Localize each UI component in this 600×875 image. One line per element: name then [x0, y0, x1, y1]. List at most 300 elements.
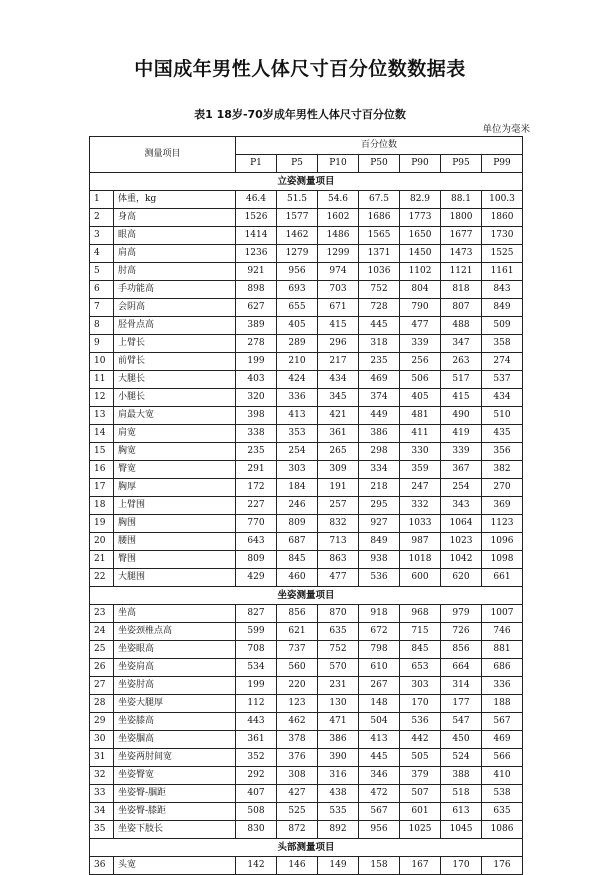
percentile-value: 713: [318, 533, 359, 551]
percentile-value: 218: [359, 479, 400, 497]
percentile-value: 413: [277, 407, 318, 425]
percentile-value: 661: [482, 569, 523, 587]
section-title: 坐姿测量项目: [90, 587, 523, 605]
percentile-value: 257: [318, 497, 359, 515]
row-number: 6: [90, 281, 114, 299]
row-number: 28: [90, 695, 114, 713]
percentile-value: 1018: [400, 551, 441, 569]
percentile-value: 184: [277, 479, 318, 497]
percentile-value: 332: [400, 497, 441, 515]
percentile-value: 845: [277, 551, 318, 569]
percentile-value: 987: [400, 533, 441, 551]
percentile-value: 405: [400, 389, 441, 407]
percentile-value: 620: [441, 569, 482, 587]
percentile-value: 849: [359, 533, 400, 551]
measurement-name: 腰围: [114, 533, 236, 551]
percentile-value: 809: [236, 551, 277, 569]
percentile-value: 347: [441, 335, 482, 353]
percentile-value: 339: [441, 443, 482, 461]
percentile-value: 303: [277, 461, 318, 479]
table-row: [90, 335, 523, 353]
percentile-value: 601: [400, 803, 441, 821]
percentile-value: 610: [359, 659, 400, 677]
row-number: 16: [90, 461, 114, 479]
percentile-value: 398: [236, 407, 277, 425]
percentile-value: 415: [318, 317, 359, 335]
percentile-value: 655: [277, 299, 318, 317]
percentile-value: 254: [277, 443, 318, 461]
percentile-value: 407: [236, 785, 277, 803]
percentile-value: 435: [482, 425, 523, 443]
measurement-name: 坐姿臀宽: [114, 767, 236, 785]
percentile-value: 560: [277, 659, 318, 677]
table-row: [90, 785, 523, 803]
percentile-value: 613: [441, 803, 482, 821]
percentile-value: 172: [236, 479, 277, 497]
percentile-value: 1414: [236, 227, 277, 245]
percentile-value: 968: [400, 605, 441, 623]
percentile-value: 334: [359, 461, 400, 479]
row-number: 15: [90, 443, 114, 461]
table-body: [90, 173, 523, 875]
percentile-value: 188: [482, 695, 523, 713]
percentile-value: 227: [236, 497, 277, 515]
percentile-value: 415: [441, 389, 482, 407]
percentile-value: 827: [236, 605, 277, 623]
table-row: [90, 281, 523, 299]
percentile-value: 809: [277, 515, 318, 533]
table-row: [90, 677, 523, 695]
percentile-value: 450: [441, 731, 482, 749]
measurement-name: 坐姿膝高: [114, 713, 236, 731]
percentile-value: 830: [236, 821, 277, 839]
percentile-value: 974: [318, 263, 359, 281]
row-number: 10: [90, 353, 114, 371]
percentile-value: 148: [359, 695, 400, 713]
percentile-value: 770: [236, 515, 277, 533]
measurement-name: 上臂围: [114, 497, 236, 515]
percentile-value: 369: [482, 497, 523, 515]
row-number: 4: [90, 245, 114, 263]
row-number: 5: [90, 263, 114, 281]
percentile-value: 469: [359, 371, 400, 389]
table-row: [90, 479, 523, 497]
percentile-value: 142: [236, 857, 277, 875]
percentile-value: 1161: [482, 263, 523, 281]
row-number: 8: [90, 317, 114, 335]
section-row: [90, 173, 523, 191]
percentile-value: 1565: [359, 227, 400, 245]
percentile-value: 424: [277, 371, 318, 389]
percentile-value: 386: [359, 425, 400, 443]
percentile-value: 1042: [441, 551, 482, 569]
percentile-value: 413: [359, 731, 400, 749]
measurement-name: 胸围: [114, 515, 236, 533]
row-number: 35: [90, 821, 114, 839]
percentile-value: 1279: [277, 245, 318, 263]
percentile-value: 818: [441, 281, 482, 299]
percentile-value: 330: [400, 443, 441, 461]
percentile-value: 566: [482, 749, 523, 767]
table-row: [90, 731, 523, 749]
table-row: [90, 461, 523, 479]
percentile-value: 1450: [400, 245, 441, 263]
percentile-value: 600: [400, 569, 441, 587]
percentile-value: 177: [441, 695, 482, 713]
percentile-value: 672: [359, 623, 400, 641]
header-p1: P1: [236, 155, 277, 173]
table-row: [90, 191, 523, 209]
measurement-name: 手功能高: [114, 281, 236, 299]
table-row: [90, 209, 523, 227]
table-row: [90, 641, 523, 659]
percentile-value: 790: [400, 299, 441, 317]
percentile-value: 517: [441, 371, 482, 389]
measurement-name: 眼高: [114, 227, 236, 245]
percentile-value: 210: [277, 353, 318, 371]
percentile-value: 247: [400, 479, 441, 497]
percentile-value: 217: [318, 353, 359, 371]
percentile-value: 295: [359, 497, 400, 515]
percentile-value: 481: [400, 407, 441, 425]
percentile-value: 46.4: [236, 191, 277, 209]
percentile-value: 863: [318, 551, 359, 569]
percentile-value: 472: [359, 785, 400, 803]
header-p5: P5: [277, 155, 318, 173]
percentile-value: 289: [277, 335, 318, 353]
row-number: 19: [90, 515, 114, 533]
document-title: 中国成年男性人体尺寸百分位数数据表: [134, 58, 466, 80]
percentile-value: 807: [441, 299, 482, 317]
measurement-name: 坐姿下肢长: [114, 821, 236, 839]
percentile-value: 1121: [441, 263, 482, 281]
row-number: 14: [90, 425, 114, 443]
measurement-name: 小腿长: [114, 389, 236, 407]
table-row: [90, 857, 523, 875]
percentile-value: 308: [277, 767, 318, 785]
percentile-value: 462: [277, 713, 318, 731]
percentile-value: 469: [482, 731, 523, 749]
percentile-value: 314: [441, 677, 482, 695]
percentile-value: 567: [482, 713, 523, 731]
percentile-value: 367: [441, 461, 482, 479]
percentile-value: 67.5: [359, 191, 400, 209]
percentile-value: 832: [318, 515, 359, 533]
percentile-value: 1045: [441, 821, 482, 839]
percentile-value: 870: [318, 605, 359, 623]
percentile-value: 292: [236, 767, 277, 785]
percentile-value: 170: [441, 857, 482, 875]
row-number: 31: [90, 749, 114, 767]
percentile-value: 220: [277, 677, 318, 695]
measurement-name: 坐姿臀-腘距: [114, 785, 236, 803]
measurement-name: 胫骨点高: [114, 317, 236, 335]
percentile-value: 477: [318, 569, 359, 587]
percentile-value: 538: [482, 785, 523, 803]
percentile-value: 382: [482, 461, 523, 479]
percentile-value: 303: [400, 677, 441, 695]
percentile-value: 274: [482, 353, 523, 371]
measurement-name: 坐姿肘高: [114, 677, 236, 695]
header-p99: P99: [482, 155, 523, 173]
percentile-value: 130: [318, 695, 359, 713]
percentile-value: 635: [482, 803, 523, 821]
header-p95: P95: [441, 155, 482, 173]
percentile-value: 318: [359, 335, 400, 353]
percentile-value: 687: [277, 533, 318, 551]
percentile-value: 881: [482, 641, 523, 659]
percentile-value: 746: [482, 623, 523, 641]
percentile-value: 112: [236, 695, 277, 713]
measurement-name: 胸厚: [114, 479, 236, 497]
percentile-value: 1486: [318, 227, 359, 245]
percentile-value: 956: [359, 821, 400, 839]
percentile-value: 510: [482, 407, 523, 425]
percentile-value: 54.6: [318, 191, 359, 209]
percentile-value: 570: [318, 659, 359, 677]
percentile-value: 708: [236, 641, 277, 659]
percentile-value: 938: [359, 551, 400, 569]
measurement-name: 头宽: [114, 857, 236, 875]
table-row: [90, 749, 523, 767]
table-row: [90, 713, 523, 731]
row-number: 9: [90, 335, 114, 353]
table-row: [90, 605, 523, 623]
percentile-value: 246: [277, 497, 318, 515]
measurement-name: 大腿长: [114, 371, 236, 389]
percentile-value: 421: [318, 407, 359, 425]
percentile-value: 956: [277, 263, 318, 281]
percentile-value: 599: [236, 623, 277, 641]
percentile-value: 254: [441, 479, 482, 497]
percentile-value: 1730: [482, 227, 523, 245]
row-number: 20: [90, 533, 114, 551]
table-row: [90, 695, 523, 713]
table-row: [90, 623, 523, 641]
header-percentile-group: 百分位数: [236, 137, 523, 155]
percentile-value: 1686: [359, 209, 400, 227]
measurement-name: 胸宽: [114, 443, 236, 461]
percentile-value: 460: [277, 569, 318, 587]
percentile-value: 508: [236, 803, 277, 821]
percentile-value: 921: [236, 263, 277, 281]
percentile-value: 490: [441, 407, 482, 425]
measurement-name: 体重，kg: [114, 191, 236, 209]
measurement-name: 身高: [114, 209, 236, 227]
percentile-value: 892: [318, 821, 359, 839]
percentile-value: 856: [441, 641, 482, 659]
percentile-value: 296: [318, 335, 359, 353]
table-row: [90, 353, 523, 371]
percentile-value: 158: [359, 857, 400, 875]
percentile-value: 1800: [441, 209, 482, 227]
percentile-value: 352: [236, 749, 277, 767]
percentile-value: 434: [482, 389, 523, 407]
percentile-value: 1677: [441, 227, 482, 245]
percentile-value: 1025: [400, 821, 441, 839]
percentile-value: 419: [441, 425, 482, 443]
percentile-value: 1462: [277, 227, 318, 245]
header-p90: P90: [400, 155, 441, 173]
percentile-value: 635: [318, 623, 359, 641]
percentile-value: 338: [236, 425, 277, 443]
percentile-value: 359: [400, 461, 441, 479]
percentile-value: 235: [236, 443, 277, 461]
percentile-value: 358: [482, 335, 523, 353]
measurement-name: 坐姿肩高: [114, 659, 236, 677]
percentile-value: 1036: [359, 263, 400, 281]
percentile-value: 100.3: [482, 191, 523, 209]
percentile-value: 715: [400, 623, 441, 641]
percentile-value: 270: [482, 479, 523, 497]
percentile-value: 353: [277, 425, 318, 443]
row-number: 32: [90, 767, 114, 785]
percentile-value: 1773: [400, 209, 441, 227]
percentile-value: 536: [400, 713, 441, 731]
percentile-value: 378: [277, 731, 318, 749]
percentile-value: 429: [236, 569, 277, 587]
percentile-value: 547: [441, 713, 482, 731]
percentile-value: 403: [236, 371, 277, 389]
percentile-value: 199: [236, 677, 277, 695]
table-row: [90, 659, 523, 677]
percentile-value: 361: [236, 731, 277, 749]
percentile-value: 199: [236, 353, 277, 371]
percentile-value: 1525: [482, 245, 523, 263]
percentile-value: 1371: [359, 245, 400, 263]
percentile-value: 390: [318, 749, 359, 767]
percentile-value: 1236: [236, 245, 277, 263]
percentile-value: 386: [318, 731, 359, 749]
percentile-value: 82.9: [400, 191, 441, 209]
row-number: 3: [90, 227, 114, 245]
percentile-value: 726: [441, 623, 482, 641]
percentile-value: 664: [441, 659, 482, 677]
unit-note: 单位为毫米: [482, 124, 530, 135]
percentile-value: 445: [359, 317, 400, 335]
percentile-value: 265: [318, 443, 359, 461]
row-number: 7: [90, 299, 114, 317]
percentile-value: 51.5: [277, 191, 318, 209]
row-number: 29: [90, 713, 114, 731]
percentile-value: 737: [277, 641, 318, 659]
header-item: 测量项目: [90, 137, 236, 173]
percentile-value: 535: [318, 803, 359, 821]
measurement-name: 坐姿两肘间宽: [114, 749, 236, 767]
row-number: 24: [90, 623, 114, 641]
measurement-name: 臀宽: [114, 461, 236, 479]
row-number: 33: [90, 785, 114, 803]
percentile-value: 1602: [318, 209, 359, 227]
percentile-value: 405: [277, 317, 318, 335]
percentile-value: 336: [482, 677, 523, 695]
measurement-name: 肘高: [114, 263, 236, 281]
percentile-value: 643: [236, 533, 277, 551]
percentile-value: 507: [400, 785, 441, 803]
percentile-value: 1102: [400, 263, 441, 281]
percentile-value: 411: [400, 425, 441, 443]
percentile-value: 509: [482, 317, 523, 335]
percentile-value: 123: [277, 695, 318, 713]
row-number: 13: [90, 407, 114, 425]
percentile-table: [89, 136, 523, 875]
row-number: 26: [90, 659, 114, 677]
measurement-name: 肩最大宽: [114, 407, 236, 425]
percentile-value: 309: [318, 461, 359, 479]
table-caption: 表1 18岁-70岁成年男性人体尺寸百分位数: [194, 108, 406, 121]
table-row: [90, 569, 523, 587]
row-number: 36: [90, 857, 114, 875]
percentile-value: 979: [441, 605, 482, 623]
percentile-value: 1033: [400, 515, 441, 533]
row-number: 22: [90, 569, 114, 587]
percentile-value: 374: [359, 389, 400, 407]
measurement-name: 肩高: [114, 245, 236, 263]
measurement-name: 坐姿大腿厚: [114, 695, 236, 713]
section-row: [90, 587, 523, 605]
table-row: [90, 227, 523, 245]
table-row: [90, 533, 523, 551]
percentile-value: 1007: [482, 605, 523, 623]
percentile-value: 856: [277, 605, 318, 623]
percentile-value: 267: [359, 677, 400, 695]
percentile-value: 1098: [482, 551, 523, 569]
percentile-value: 1123: [482, 515, 523, 533]
row-number: 2: [90, 209, 114, 227]
percentile-value: 388: [441, 767, 482, 785]
percentile-value: 918: [359, 605, 400, 623]
percentile-value: 849: [482, 299, 523, 317]
percentile-value: 518: [441, 785, 482, 803]
table-row: [90, 497, 523, 515]
percentile-value: 438: [318, 785, 359, 803]
percentile-value: 686: [482, 659, 523, 677]
header-p50: P50: [359, 155, 400, 173]
percentile-value: 627: [236, 299, 277, 317]
header-p10: P10: [318, 155, 359, 173]
measurement-name: 前臂长: [114, 353, 236, 371]
percentile-value: 427: [277, 785, 318, 803]
percentile-value: 1086: [482, 821, 523, 839]
percentile-value: 320: [236, 389, 277, 407]
percentile-value: 693: [277, 281, 318, 299]
percentile-value: 1064: [441, 515, 482, 533]
percentile-value: 477: [400, 317, 441, 335]
measurement-name: 大腿围: [114, 569, 236, 587]
percentile-value: 536: [359, 569, 400, 587]
row-number: 11: [90, 371, 114, 389]
measurement-name: 会阴高: [114, 299, 236, 317]
percentile-value: 389: [236, 317, 277, 335]
table-row: [90, 263, 523, 281]
table-row: [90, 245, 523, 263]
percentile-value: 525: [277, 803, 318, 821]
percentile-value: 449: [359, 407, 400, 425]
percentile-value: 146: [277, 857, 318, 875]
table-row: [90, 443, 523, 461]
percentile-value: 263: [441, 353, 482, 371]
table-row: [90, 299, 523, 317]
table-row: [90, 317, 523, 335]
table-row: [90, 515, 523, 533]
percentile-value: 361: [318, 425, 359, 443]
measurement-name: 坐姿臀-膝距: [114, 803, 236, 821]
row-number: 18: [90, 497, 114, 515]
percentile-value: 506: [400, 371, 441, 389]
table-row: [90, 407, 523, 425]
percentile-value: 471: [318, 713, 359, 731]
measurement-name: 坐姿腘高: [114, 731, 236, 749]
